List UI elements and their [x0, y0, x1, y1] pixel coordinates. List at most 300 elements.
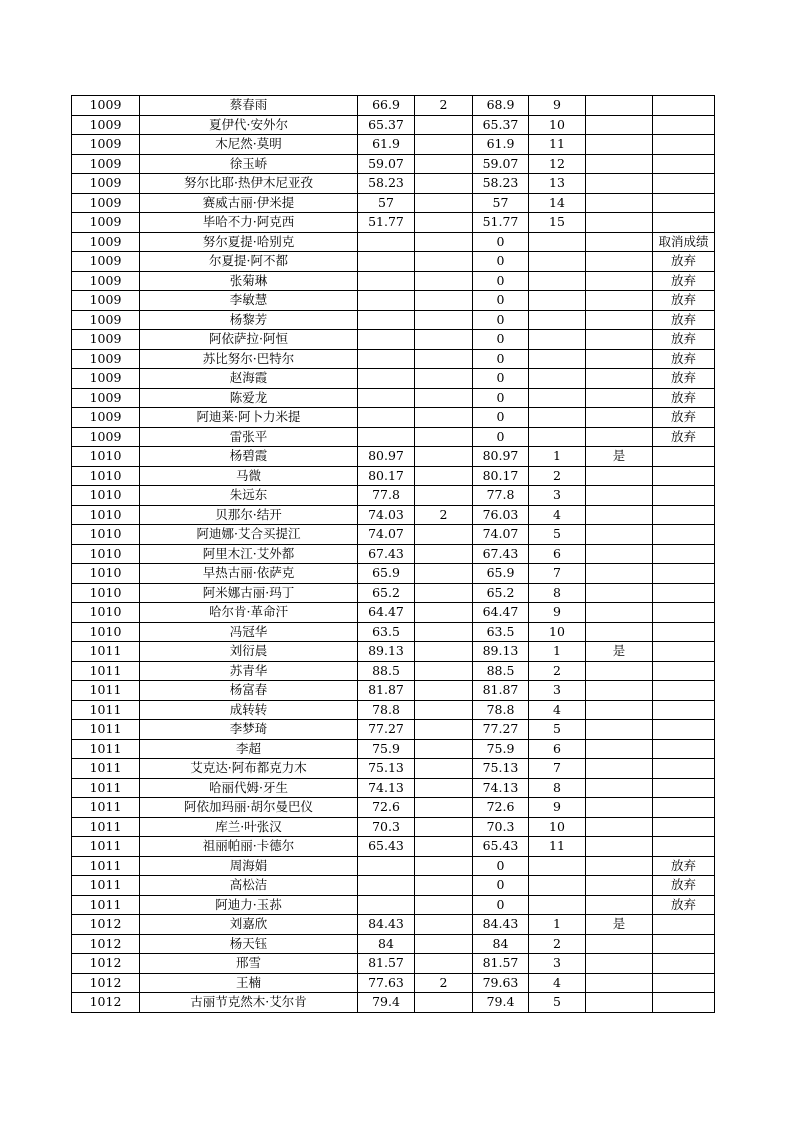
- total-score-cell: 57: [473, 193, 529, 213]
- remark-cell: [653, 798, 715, 818]
- table-row: [72, 993, 715, 1013]
- table-row: [72, 681, 715, 701]
- remark-cell: [653, 447, 715, 467]
- table-row: [72, 544, 715, 564]
- position-code-cell: 1010: [72, 622, 140, 642]
- remark-cell: [653, 154, 715, 174]
- written-score-cell: 77.63: [358, 973, 415, 993]
- written-score-cell: 65.43: [358, 837, 415, 857]
- selected-flag-cell: [586, 525, 653, 545]
- rank-cell: [529, 271, 586, 291]
- table-row: [72, 934, 715, 954]
- candidate-name-cell: 成转转: [140, 700, 358, 720]
- written-score-cell: [358, 856, 415, 876]
- position-code-cell: 1010: [72, 564, 140, 584]
- position-code-cell: 1009: [72, 310, 140, 330]
- total-score-cell: 89.13: [473, 642, 529, 662]
- rank-cell: [529, 856, 586, 876]
- candidate-name-cell: 木尼然·莫明: [140, 135, 358, 155]
- selected-flag-cell: [586, 115, 653, 135]
- total-score-cell: 77.8: [473, 486, 529, 506]
- candidate-name-cell: 杨富春: [140, 681, 358, 701]
- remark-cell: [653, 778, 715, 798]
- total-score-cell: 81.57: [473, 954, 529, 974]
- rank-cell: [529, 427, 586, 447]
- written-score-cell: 59.07: [358, 154, 415, 174]
- selected-flag-cell: [586, 252, 653, 272]
- total-score-cell: 0: [473, 232, 529, 252]
- selected-flag-cell: [586, 622, 653, 642]
- bonus-points-cell: [415, 739, 473, 759]
- candidate-name-cell: 贝那尔·结开: [140, 505, 358, 525]
- table-row: [72, 96, 715, 116]
- candidate-name-cell: 高松洁: [140, 876, 358, 896]
- bonus-points-cell: [415, 388, 473, 408]
- rank-cell: 4: [529, 505, 586, 525]
- selected-flag-cell: [586, 505, 653, 525]
- table-row: [72, 837, 715, 857]
- rank-cell: 12: [529, 154, 586, 174]
- remark-cell: 放弃: [653, 271, 715, 291]
- remark-cell: 放弃: [653, 388, 715, 408]
- written-score-cell: [358, 232, 415, 252]
- remark-cell: [653, 505, 715, 525]
- bonus-points-cell: [415, 564, 473, 584]
- bonus-points-cell: [415, 232, 473, 252]
- remark-cell: 取消成绩: [653, 232, 715, 252]
- rank-cell: 15: [529, 213, 586, 233]
- position-code-cell: 1009: [72, 213, 140, 233]
- candidate-name-cell: 周海娟: [140, 856, 358, 876]
- candidate-name-cell: 阿里木江·艾外都: [140, 544, 358, 564]
- total-score-cell: 0: [473, 369, 529, 389]
- total-score-cell: 67.43: [473, 544, 529, 564]
- position-code-cell: 1011: [72, 798, 140, 818]
- rank-cell: 1: [529, 642, 586, 662]
- remark-cell: [653, 739, 715, 759]
- bonus-points-cell: [415, 837, 473, 857]
- remark-cell: [653, 837, 715, 857]
- rank-cell: 4: [529, 700, 586, 720]
- selected-flag-cell: 是: [586, 447, 653, 467]
- candidate-name-cell: 赛威古丽·伊米提: [140, 193, 358, 213]
- written-score-cell: 74.03: [358, 505, 415, 525]
- bonus-points-cell: [415, 174, 473, 194]
- bonus-points-cell: [415, 661, 473, 681]
- total-score-cell: 0: [473, 271, 529, 291]
- position-code-cell: 1010: [72, 525, 140, 545]
- bonus-points-cell: 2: [415, 96, 473, 116]
- total-score-cell: 0: [473, 291, 529, 311]
- table-row: [72, 447, 715, 467]
- rank-cell: [529, 369, 586, 389]
- rank-cell: 2: [529, 661, 586, 681]
- candidate-name-cell: 苏青华: [140, 661, 358, 681]
- table-row: [72, 115, 715, 135]
- rank-cell: [529, 388, 586, 408]
- remark-cell: [653, 115, 715, 135]
- position-code-cell: 1011: [72, 700, 140, 720]
- bonus-points-cell: [415, 330, 473, 350]
- selected-flag-cell: [586, 817, 653, 837]
- selected-flag-cell: [586, 310, 653, 330]
- rank-cell: 8: [529, 583, 586, 603]
- bonus-points-cell: [415, 135, 473, 155]
- bonus-points-cell: [415, 427, 473, 447]
- candidate-name-cell: 雷张平: [140, 427, 358, 447]
- position-code-cell: 1011: [72, 895, 140, 915]
- selected-flag-cell: [586, 700, 653, 720]
- selected-flag-cell: [586, 408, 653, 428]
- total-score-cell: 77.27: [473, 720, 529, 740]
- position-code-cell: 1010: [72, 486, 140, 506]
- candidate-name-cell: 祖丽帕丽·卡德尔: [140, 837, 358, 857]
- total-score-cell: 0: [473, 310, 529, 330]
- selected-flag-cell: [586, 271, 653, 291]
- rank-cell: 7: [529, 564, 586, 584]
- candidate-name-cell: 王楠: [140, 973, 358, 993]
- total-score-cell: 64.47: [473, 603, 529, 623]
- rank-cell: [529, 876, 586, 896]
- rank-cell: [529, 291, 586, 311]
- written-score-cell: 65.9: [358, 564, 415, 584]
- total-score-cell: 61.9: [473, 135, 529, 155]
- remark-cell: [653, 759, 715, 779]
- table-row: [72, 895, 715, 915]
- selected-flag-cell: [586, 720, 653, 740]
- written-score-cell: 74.13: [358, 778, 415, 798]
- written-score-cell: 57: [358, 193, 415, 213]
- table-row: [72, 486, 715, 506]
- position-code-cell: 1010: [72, 583, 140, 603]
- written-score-cell: 66.9: [358, 96, 415, 116]
- bonus-points-cell: [415, 349, 473, 369]
- bonus-points-cell: [415, 759, 473, 779]
- remark-cell: [653, 525, 715, 545]
- candidate-name-cell: 毕哈不力·阿克西: [140, 213, 358, 233]
- position-code-cell: 1011: [72, 837, 140, 857]
- total-score-cell: 0: [473, 388, 529, 408]
- position-code-cell: 1009: [72, 427, 140, 447]
- written-score-cell: 63.5: [358, 622, 415, 642]
- remark-cell: [653, 96, 715, 116]
- position-code-cell: 1009: [72, 115, 140, 135]
- table-row: [72, 661, 715, 681]
- selected-flag-cell: 是: [586, 642, 653, 662]
- bonus-points-cell: [415, 642, 473, 662]
- remark-cell: 放弃: [653, 369, 715, 389]
- remark-cell: [653, 973, 715, 993]
- table-row: [72, 759, 715, 779]
- rank-cell: 13: [529, 174, 586, 194]
- written-score-cell: 64.47: [358, 603, 415, 623]
- candidate-name-cell: 哈尔肯·革命汗: [140, 603, 358, 623]
- bonus-points-cell: [415, 934, 473, 954]
- bonus-points-cell: [415, 154, 473, 174]
- selected-flag-cell: [586, 174, 653, 194]
- remark-cell: [653, 135, 715, 155]
- rank-cell: 8: [529, 778, 586, 798]
- table-row: [72, 720, 715, 740]
- written-score-cell: 67.43: [358, 544, 415, 564]
- rank-cell: 9: [529, 798, 586, 818]
- rank-cell: 10: [529, 622, 586, 642]
- remark-cell: [653, 193, 715, 213]
- selected-flag-cell: [586, 681, 653, 701]
- bonus-points-cell: [415, 486, 473, 506]
- bonus-points-cell: [415, 447, 473, 467]
- candidate-name-cell: 邢雪: [140, 954, 358, 974]
- rank-cell: 2: [529, 466, 586, 486]
- total-score-cell: 65.2: [473, 583, 529, 603]
- position-code-cell: 1009: [72, 232, 140, 252]
- rank-cell: 14: [529, 193, 586, 213]
- written-score-cell: [358, 330, 415, 350]
- written-score-cell: 81.57: [358, 954, 415, 974]
- remark-cell: [653, 583, 715, 603]
- written-score-cell: 79.4: [358, 993, 415, 1013]
- bonus-points-cell: [415, 603, 473, 623]
- written-score-cell: 84.43: [358, 915, 415, 935]
- table-row: [72, 232, 715, 252]
- written-score-cell: [358, 388, 415, 408]
- written-score-cell: 84: [358, 934, 415, 954]
- total-score-cell: 72.6: [473, 798, 529, 818]
- rank-cell: 3: [529, 486, 586, 506]
- table-row: [72, 310, 715, 330]
- rank-cell: [529, 330, 586, 350]
- total-score-cell: 84.43: [473, 915, 529, 935]
- table-row: [72, 174, 715, 194]
- selected-flag-cell: [586, 135, 653, 155]
- bonus-points-cell: [415, 115, 473, 135]
- table-row: [72, 642, 715, 662]
- score-table: [71, 95, 715, 1013]
- remark-cell: 放弃: [653, 310, 715, 330]
- written-score-cell: 70.3: [358, 817, 415, 837]
- table-row: [72, 739, 715, 759]
- selected-flag-cell: [586, 934, 653, 954]
- rank-cell: 5: [529, 720, 586, 740]
- written-score-cell: 77.27: [358, 720, 415, 740]
- position-code-cell: 1012: [72, 973, 140, 993]
- table-row: [72, 271, 715, 291]
- total-score-cell: 81.87: [473, 681, 529, 701]
- candidate-name-cell: 冯冠华: [140, 622, 358, 642]
- candidate-name-cell: 阿迪娜·艾合买提江: [140, 525, 358, 545]
- selected-flag-cell: [586, 954, 653, 974]
- selected-flag-cell: [586, 291, 653, 311]
- remark-cell: [653, 603, 715, 623]
- total-score-cell: 51.77: [473, 213, 529, 233]
- total-score-cell: 76.03: [473, 505, 529, 525]
- candidate-name-cell: 早热古丽·依萨克: [140, 564, 358, 584]
- selected-flag-cell: [586, 837, 653, 857]
- selected-flag-cell: [586, 96, 653, 116]
- selected-flag-cell: [586, 388, 653, 408]
- position-code-cell: 1012: [72, 954, 140, 974]
- written-score-cell: 80.17: [358, 466, 415, 486]
- candidate-name-cell: 张菊琳: [140, 271, 358, 291]
- position-code-cell: 1011: [72, 817, 140, 837]
- candidate-name-cell: 阿依加玛丽·胡尔曼巴仪: [140, 798, 358, 818]
- rank-cell: 10: [529, 115, 586, 135]
- bonus-points-cell: [415, 720, 473, 740]
- selected-flag-cell: [586, 486, 653, 506]
- total-score-cell: 78.8: [473, 700, 529, 720]
- candidate-name-cell: 尔夏提·阿不都: [140, 252, 358, 272]
- candidate-name-cell: 杨天钰: [140, 934, 358, 954]
- table-row: [72, 388, 715, 408]
- total-score-cell: 0: [473, 252, 529, 272]
- candidate-name-cell: 努尔夏提·哈别克: [140, 232, 358, 252]
- total-score-cell: 0: [473, 349, 529, 369]
- remark-cell: [653, 213, 715, 233]
- position-code-cell: 1009: [72, 96, 140, 116]
- table-row: [72, 213, 715, 233]
- total-score-cell: 74.07: [473, 525, 529, 545]
- table-row: [72, 603, 715, 623]
- table-row: [72, 817, 715, 837]
- bonus-points-cell: [415, 213, 473, 233]
- candidate-name-cell: 蔡春雨: [140, 96, 358, 116]
- position-code-cell: 1011: [72, 661, 140, 681]
- remark-cell: [653, 622, 715, 642]
- selected-flag-cell: [586, 154, 653, 174]
- rank-cell: 6: [529, 544, 586, 564]
- total-score-cell: 0: [473, 330, 529, 350]
- remark-cell: [653, 486, 715, 506]
- bonus-points-cell: [415, 876, 473, 896]
- written-score-cell: 65.2: [358, 583, 415, 603]
- table-row: [72, 700, 715, 720]
- position-code-cell: 1011: [72, 759, 140, 779]
- total-score-cell: 79.4: [473, 993, 529, 1013]
- written-score-cell: [358, 349, 415, 369]
- position-code-cell: 1009: [72, 349, 140, 369]
- selected-flag-cell: [586, 661, 653, 681]
- total-score-cell: 0: [473, 856, 529, 876]
- written-score-cell: 81.87: [358, 681, 415, 701]
- rank-cell: 4: [529, 973, 586, 993]
- position-code-cell: 1009: [72, 252, 140, 272]
- table-row: [72, 622, 715, 642]
- written-score-cell: 88.5: [358, 661, 415, 681]
- candidate-name-cell: 古丽节克然木·艾尔肯: [140, 993, 358, 1013]
- candidate-name-cell: 库兰·叶张汉: [140, 817, 358, 837]
- rank-cell: 6: [529, 739, 586, 759]
- bonus-points-cell: [415, 466, 473, 486]
- position-code-cell: 1012: [72, 993, 140, 1013]
- position-code-cell: 1009: [72, 388, 140, 408]
- selected-flag-cell: [586, 544, 653, 564]
- remark-cell: [653, 661, 715, 681]
- total-score-cell: 79.63: [473, 973, 529, 993]
- bonus-points-cell: [415, 895, 473, 915]
- rank-cell: 11: [529, 837, 586, 857]
- total-score-cell: 75.13: [473, 759, 529, 779]
- bonus-points-cell: [415, 817, 473, 837]
- candidate-name-cell: 马微: [140, 466, 358, 486]
- table-row: [72, 193, 715, 213]
- total-score-cell: 65.9: [473, 564, 529, 584]
- total-score-cell: 63.5: [473, 622, 529, 642]
- remark-cell: [653, 934, 715, 954]
- candidate-name-cell: 杨碧霞: [140, 447, 358, 467]
- candidate-name-cell: 陈爱龙: [140, 388, 358, 408]
- remark-cell: [653, 642, 715, 662]
- total-score-cell: 88.5: [473, 661, 529, 681]
- table-row: [72, 369, 715, 389]
- total-score-cell: 75.9: [473, 739, 529, 759]
- written-score-cell: 80.97: [358, 447, 415, 467]
- remark-cell: [653, 564, 715, 584]
- table-row: [72, 778, 715, 798]
- written-score-cell: 75.13: [358, 759, 415, 779]
- candidate-name-cell: 徐玉峤: [140, 154, 358, 174]
- position-code-cell: 1010: [72, 505, 140, 525]
- table-row: [72, 798, 715, 818]
- written-score-cell: 58.23: [358, 174, 415, 194]
- remark-cell: [653, 544, 715, 564]
- table-row: [72, 330, 715, 350]
- selected-flag-cell: [586, 993, 653, 1013]
- bonus-points-cell: [415, 583, 473, 603]
- rank-cell: 2: [529, 934, 586, 954]
- rank-cell: 1: [529, 447, 586, 467]
- table-row: [72, 154, 715, 174]
- position-code-cell: 1010: [72, 544, 140, 564]
- selected-flag-cell: [586, 856, 653, 876]
- position-code-cell: 1009: [72, 330, 140, 350]
- candidate-name-cell: 阿米娜古丽·玛丁: [140, 583, 358, 603]
- remark-cell: 放弃: [653, 349, 715, 369]
- candidate-name-cell: 苏比努尔·巴特尔: [140, 349, 358, 369]
- table-row: [72, 954, 715, 974]
- position-code-cell: 1012: [72, 934, 140, 954]
- position-code-cell: 1009: [72, 193, 140, 213]
- selected-flag-cell: [586, 739, 653, 759]
- table-row: [72, 252, 715, 272]
- selected-flag-cell: 是: [586, 915, 653, 935]
- candidate-name-cell: 朱远东: [140, 486, 358, 506]
- selected-flag-cell: [586, 427, 653, 447]
- total-score-cell: 0: [473, 427, 529, 447]
- bonus-points-cell: [415, 954, 473, 974]
- position-code-cell: 1010: [72, 466, 140, 486]
- bonus-points-cell: [415, 798, 473, 818]
- candidate-name-cell: 努尔比耶·热伊木尼亚孜: [140, 174, 358, 194]
- bonus-points-cell: [415, 408, 473, 428]
- written-score-cell: [358, 271, 415, 291]
- written-score-cell: [358, 310, 415, 330]
- table-row: [72, 583, 715, 603]
- total-score-cell: 59.07: [473, 154, 529, 174]
- table-row: [72, 408, 715, 428]
- written-score-cell: 74.07: [358, 525, 415, 545]
- table-row: [72, 505, 715, 525]
- rank-cell: [529, 349, 586, 369]
- selected-flag-cell: [586, 973, 653, 993]
- candidate-name-cell: 阿迪莱·阿卜力米提: [140, 408, 358, 428]
- position-code-cell: 1011: [72, 856, 140, 876]
- table-row: [72, 564, 715, 584]
- remark-cell: [653, 681, 715, 701]
- selected-flag-cell: [586, 876, 653, 896]
- bonus-points-cell: [415, 856, 473, 876]
- table-row: [72, 525, 715, 545]
- remark-cell: [653, 466, 715, 486]
